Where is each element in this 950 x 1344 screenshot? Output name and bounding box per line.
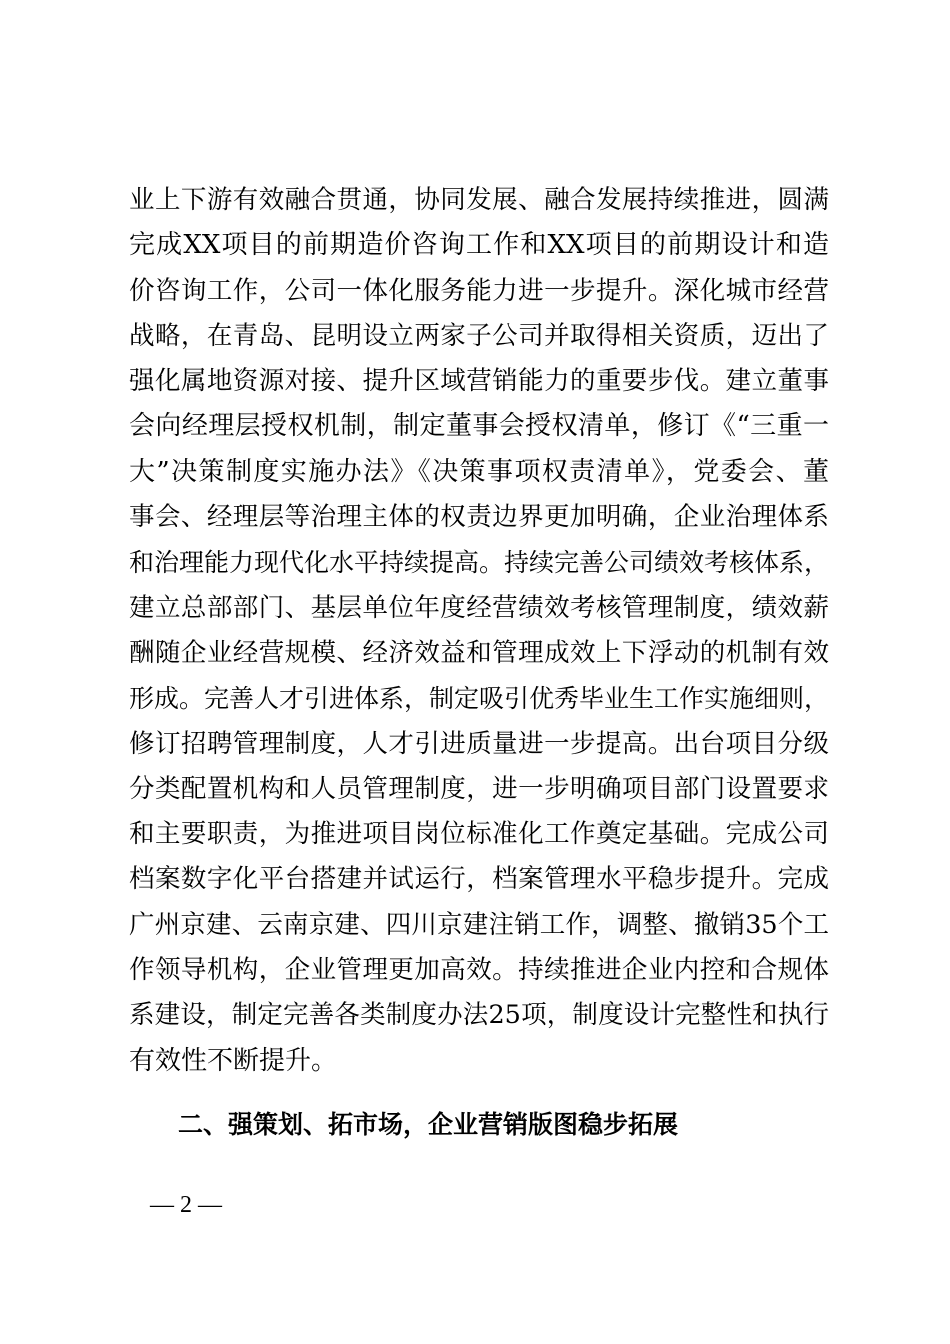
- paragraph-line: 业上下游有效融合贯通，协同发展、融合发展持续推进，圆满: [129, 185, 829, 215]
- paragraph-line: 酬随企业经营规模、经济效益和管理成效上下浮动的机制有效: [129, 637, 829, 668]
- paragraph-line: 战略，在青岛、昆明设立两家子公司并取得相关资质，迈出了: [129, 320, 829, 351]
- paragraph-line: 和治理能力现代化水平持续提高。持续完善公司绩效考核体系，: [129, 548, 830, 578]
- paragraph-line: 大”决策制度实施办法》《决策事项权责清单》，党委会、董: [129, 456, 829, 487]
- page-number: — 2 —: [150, 1192, 222, 1218]
- paragraph-line: 广州京建、云南京建、四川京建注销工作，调整、撤销35个工: [129, 909, 829, 940]
- paragraph-line: 建立总部部门、基层单位年度经营绩效考核管理制度，绩效薪: [129, 592, 829, 623]
- paragraph-line: 强化属地资源对接、提升区域营销能力的重要步伐。建立董事: [129, 366, 829, 397]
- body-paragraph: [129, 178, 829, 1084]
- paragraph-line: 有效性不断提升。: [129, 1045, 338, 1076]
- paragraph-line: 完成XX项目的前期造价咨询工作和XX项目的前期设计和造: [129, 230, 829, 261]
- paragraph-line: 和主要职责，为推进项目岗位标准化工作奠定基础。完成公司: [129, 819, 829, 850]
- paragraph-line: 修订招聘管理制度，人才引进质量进一步提高。出台项目分级: [129, 728, 829, 759]
- paragraph-line: 系建设，制定完善各类制度办法25项，制度设计完整性和执行: [129, 1000, 829, 1031]
- paragraph-line: 档案数字化平台搭建并试运行，档案管理水平稳步提升。完成: [129, 864, 829, 895]
- paragraph-line: 作领导机构，企业管理更加高效。持续推进企业内控和合规体: [129, 955, 829, 986]
- paragraph-line: 形成。完善人才引进体系，制定吸引优秀毕业生工作实施细则，: [129, 684, 830, 714]
- paragraph-line: 价咨询工作，公司一体化服务能力进一步提升。深化城市经营: [129, 275, 829, 306]
- section-heading: 二、强策划、拓市场，企业营销版图稳步拓展: [178, 1110, 679, 1139]
- paragraph-line: 事会、经理层等治理主体的权责边界更加明确，企业治理体系: [129, 502, 829, 533]
- paragraph-line: 分类配置机构和人员管理制度，进一步明确项目部门设置要求: [129, 773, 829, 804]
- paragraph-line: 会向经理层授权机制，制定董事会授权清单，修订《“三重一: [129, 411, 829, 442]
